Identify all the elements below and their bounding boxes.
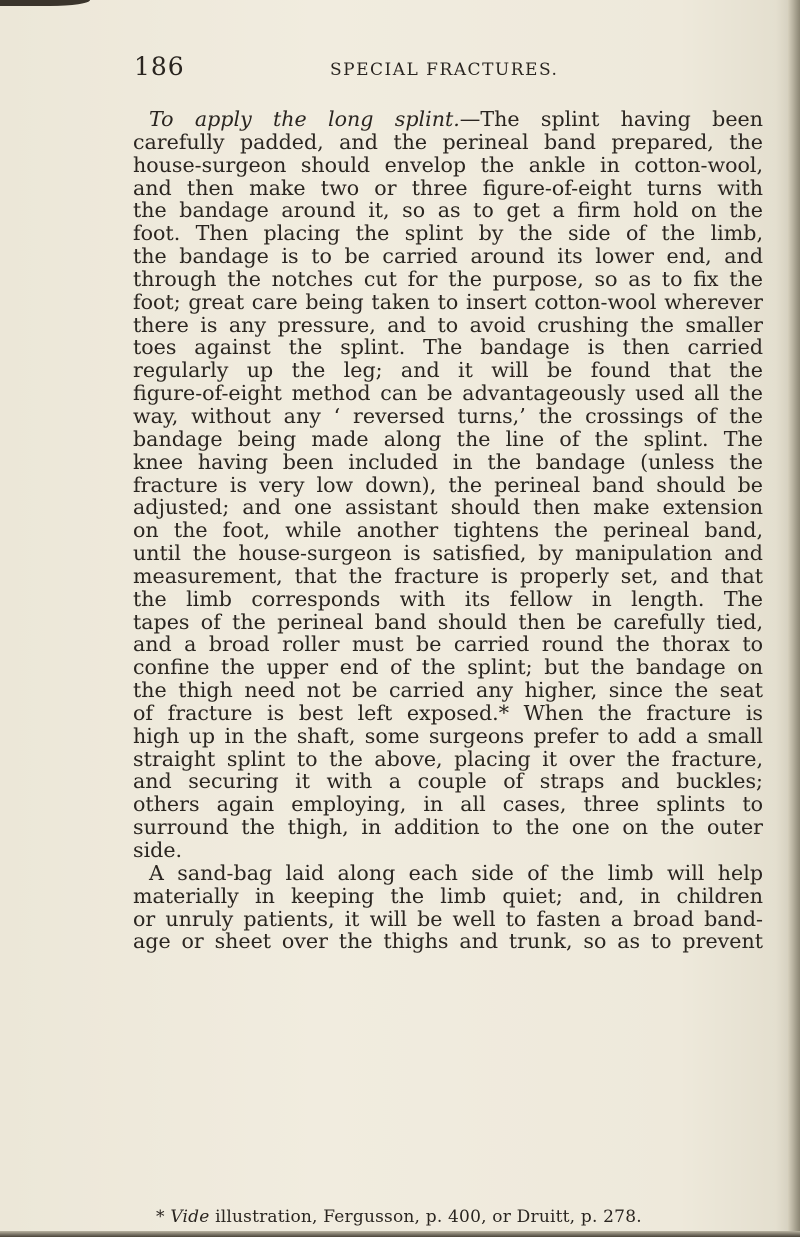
text-line: others again employing, in all cases, three splints to [133, 792, 763, 817]
text-line: side. [133, 838, 183, 862]
page-bottom-edge [0, 1231, 800, 1237]
text-line: the limb corresponds with its fellow in length. The [133, 586, 763, 611]
text-line: there is any pressure, and to avoid crushing the smaller [133, 312, 763, 337]
text-line: knee having been included in the bandage (unless the [133, 449, 763, 474]
paragraph-sand-bag [133, 862, 763, 953]
footnote-text: illustration, Fergusson, p. 400, or Druitt, p. 278. [215, 1207, 642, 1227]
text-line: measurement, that the fracture is properly set, and that [133, 563, 763, 588]
text-line: regularly up the leg; and it will be found that the [133, 358, 763, 383]
running-head [0, 52, 800, 82]
text-line: on the foot, while another tightens the perineal band, [133, 518, 763, 543]
footnote-marker: * [156, 1207, 165, 1227]
text-line: A sand-bag laid along each side of the limb will help [149, 860, 763, 885]
text-line: age or sheet over the thighs and trunk, so as to prevent [133, 929, 763, 954]
footnote-vide: Vide [170, 1207, 210, 1227]
text-line: toes against the splint. The bandage is then carried [133, 335, 763, 360]
text-line: foot. Then placing the splint by the side of the limb, [133, 221, 763, 246]
text-line: high up in the shaft, some surgeons prefer to add a small [133, 723, 763, 748]
text-line: and securing it with a couple of straps and buckles; [133, 769, 763, 794]
text-line: fracture is very low down), the perineal band should be [133, 472, 763, 497]
text-line: the bandage around it, so as to get a firm hold on the [133, 198, 763, 223]
text-line: carefully padded, and the perineal band prepared, the [133, 129, 763, 154]
running-title: SPECIAL FRACTURES. [330, 60, 559, 80]
text-line: and a broad roller must be carried round the thorax to [133, 632, 763, 657]
text-line: way, without any ‘ reversed turns,’ the crossings of the [133, 403, 763, 428]
text-line: until the house-surgeon is satisfied, by manipulation and [133, 541, 763, 566]
body-text [133, 108, 763, 953]
text-line: surround the thigh, in addition to the one on the outer [133, 815, 763, 840]
text-line: of fracture is best left exposed.* When the fracture is [133, 700, 763, 725]
text-line: straight splint to the above, placing it over the fracture, [133, 746, 763, 771]
text-line: through the notches cut for the purpose, so as to fix the [133, 266, 763, 291]
text-line: house-surgeon should envelop the ankle in cotton-wool, [133, 152, 763, 177]
page-corner-shadow [0, 0, 90, 6]
text-line: confine the upper end of the splint; but the bandage on [133, 655, 763, 680]
text-line: bandage being made along the line of the splint. The [133, 426, 763, 451]
text-line: tapes of the perineal band should then be carefully tied, [133, 609, 763, 634]
text-line: and then make two or three figure-of-eight turns with [133, 175, 763, 200]
page-edge-shadow [788, 0, 800, 1237]
text-line: or unruly patients, it will be well to fasten a broad band- [133, 906, 763, 931]
text-line: the thigh need not be carried any higher, since the seat [133, 678, 763, 703]
footnote [156, 1207, 642, 1227]
section-heading: To apply the long splint. [149, 107, 460, 131]
text-line [133, 108, 763, 131]
text-line: adjusted; and one assistant should then make extension [133, 495, 763, 520]
paragraph-long-splint [133, 108, 763, 862]
page-number: 186 [134, 52, 185, 81]
text-line: the bandage is to be carried around its lower end, and [133, 244, 763, 269]
text-line: figure-of-eight method can be advantageously used all the [133, 381, 763, 406]
text-line: materially in keeping the limb quiet; and, in children [133, 883, 763, 908]
text-line-fragment: —The splint having been [459, 107, 763, 131]
text-line: foot; great care being taken to insert cotton-wool wherever [133, 289, 763, 314]
